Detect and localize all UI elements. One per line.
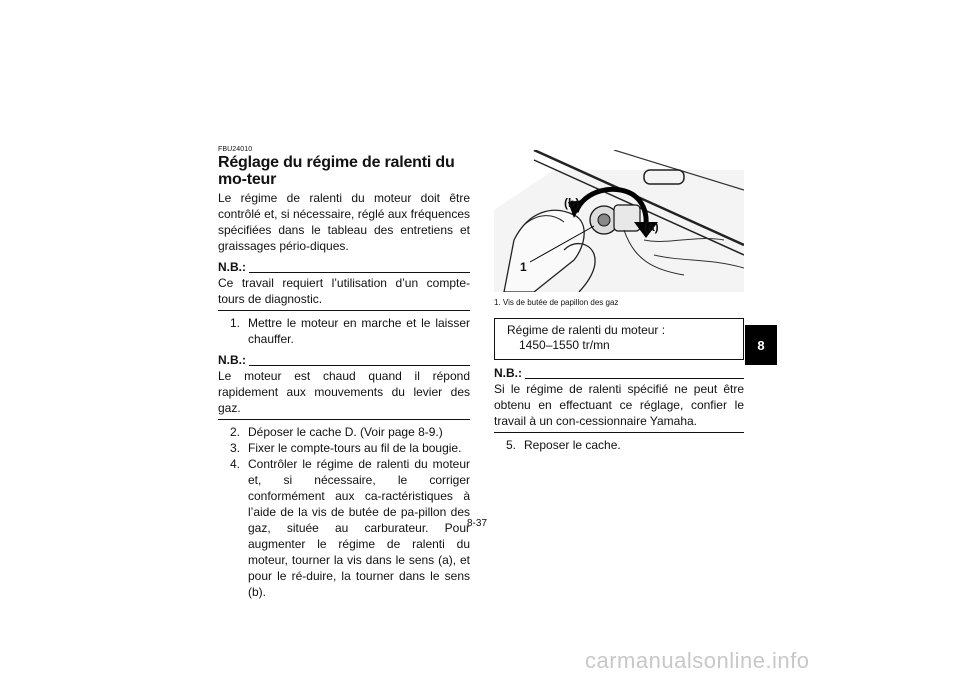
note-text: Le moteur est chaud quand il répond rapidement aux mouvements du levier des gaz.	[218, 369, 470, 415]
step-text: Contrôler le régime de ralenti du moteur et, si nécessaire, le corriger conformément aux ca-ractéristiques à l’aide de la vis de butée de pa-pillon des gaz, située au carburateur. Pour augmenter le régime de ralenti du moteur, tourner la vis dans le sens (a), et pour le ré-duire, la tourner dans le sens (b).	[248, 457, 470, 599]
step-item	[506, 437, 744, 453]
step-text: Déposer le cache D. (Voir page 8-9.)	[248, 425, 443, 439]
step-text: Fixer le compte-tours au fil de la bougie.	[248, 441, 462, 455]
step-item	[230, 315, 470, 347]
spec-box	[494, 318, 744, 360]
left-column	[218, 146, 470, 600]
step-number: 3.	[230, 441, 241, 455]
document-code: FBU24010	[218, 146, 253, 153]
note-rule	[525, 378, 744, 379]
step-text: Mettre le moteur en marche et le laisser chauffer.	[248, 316, 470, 346]
carburetor-illustration	[494, 150, 744, 292]
note-rule	[249, 365, 470, 366]
label-1: 1	[520, 260, 527, 274]
step-number: 1.	[230, 316, 241, 330]
figure-caption: 1. Vis de butée de papillon des gaz	[494, 298, 619, 307]
step-item	[230, 440, 470, 456]
step-number: 2.	[230, 425, 241, 439]
note-label: N.B.:	[218, 260, 246, 274]
step-text: Reposer le cache.	[524, 438, 621, 452]
note-label: N.B.:	[218, 353, 246, 367]
label-a: (a)	[644, 220, 659, 234]
intro-paragraph: Le régime de ralenti du moteur doit être contrôlé et, si nécessaire, réglé aux fréquences spécifiées dans le tableau des entretiens et graissages pério-diques.	[218, 191, 470, 253]
chapter-tab: 8	[745, 325, 777, 365]
note-label: N.B.:	[494, 366, 522, 380]
right-column	[494, 150, 744, 453]
note-end-rule	[218, 419, 470, 420]
step-number: 5.	[506, 438, 517, 452]
carburetor-photo	[494, 150, 744, 292]
note-end-rule	[218, 310, 470, 311]
spec-label: Régime de ralenti du moteur :	[507, 323, 666, 337]
note-rule	[249, 272, 470, 273]
page-number: 8-37	[467, 518, 488, 529]
note-header	[218, 260, 470, 275]
step-item	[230, 456, 470, 600]
note-header	[218, 353, 470, 368]
section-title: Réglage du régime de ralenti du mo-teur	[218, 154, 455, 188]
step-item	[230, 424, 470, 440]
note-text: Si le régime de ralenti spécifié ne peut être obtenu en effectuant ce réglage, confier le travail à un con-cessionnaire Yamaha.	[494, 382, 744, 428]
note-text: Ce travail requiert l’utilisation d’un compte-tours de diagnostic.	[218, 276, 470, 306]
watermark: carmanualsonline.info	[585, 648, 810, 673]
spec-value: 1450–1550 tr/mn	[519, 338, 610, 352]
step-number: 4.	[230, 457, 241, 471]
note-header	[494, 366, 744, 381]
label-b: (b)	[564, 196, 580, 210]
note-end-rule	[494, 432, 744, 433]
